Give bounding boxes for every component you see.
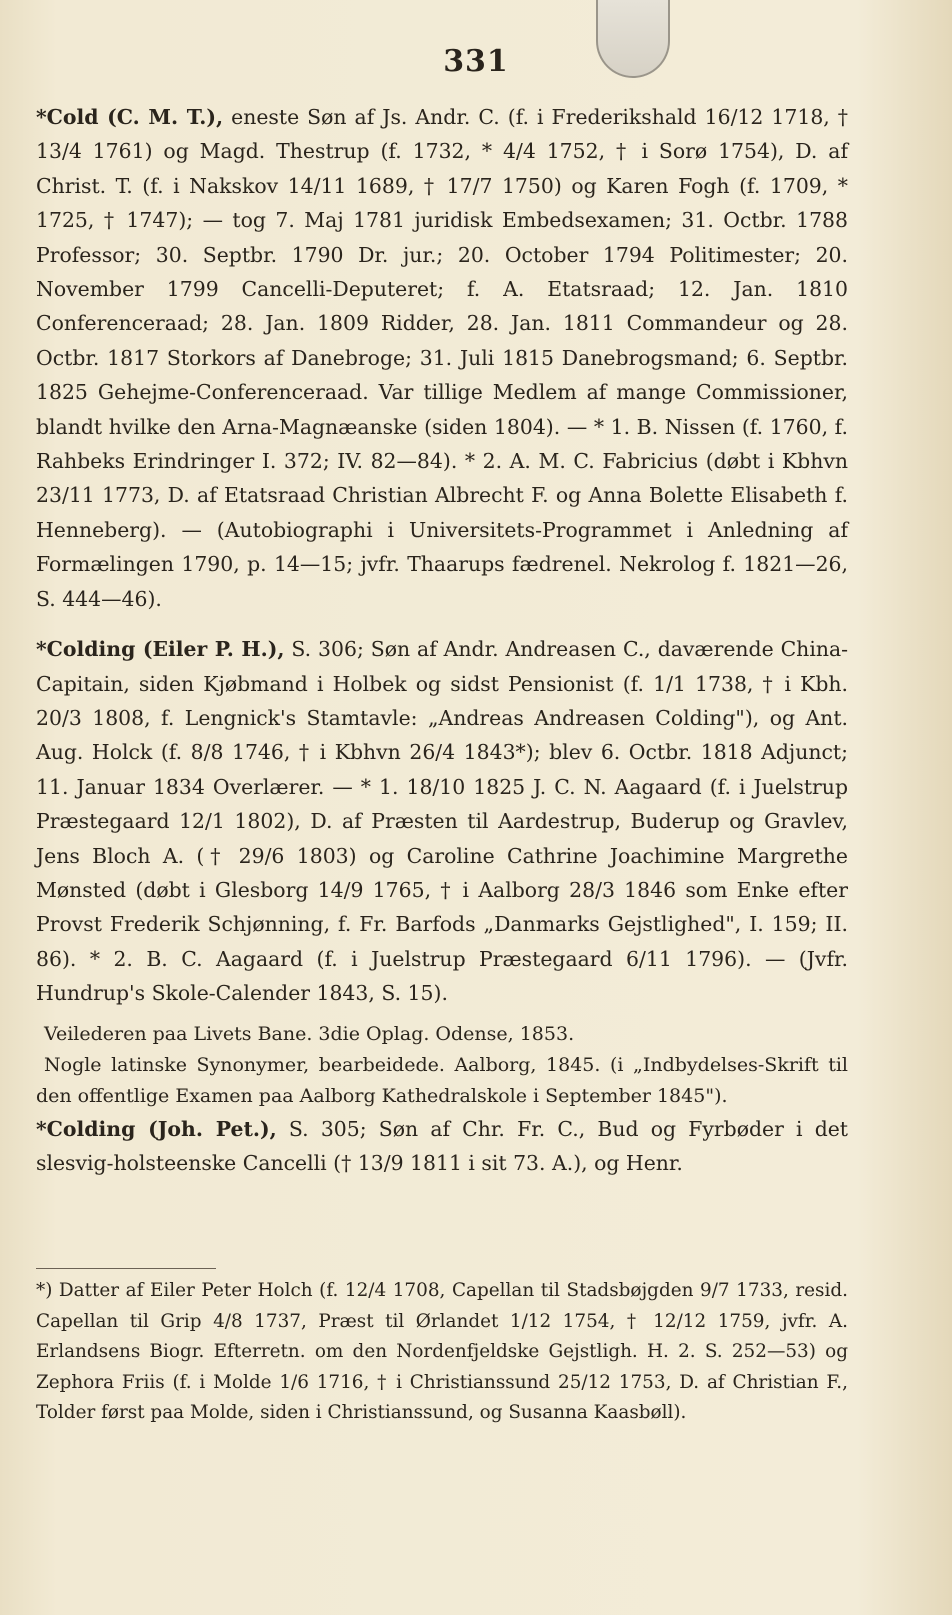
entry-colding-johan [36,1112,848,1181]
entry-head: *Colding (Joh. Pet.), [36,1116,277,1141]
entry-text: eneste Søn af Js. Andr. C. (f. i Frederikshald 16/12 1718, † 13/4 1761) og Magd. Thestrup (f. 1732, * 4/4 1752, † i Sorø 1754), D. af Christ. T. (f. i Nakskov 14/11 1689, † 17/7 1750) og Karen Fogh (f. 1709, * 1725, † 1747); — tog 7. Maj 1781 juridisk Embedsexamen; 31. Octbr. 1788 Professor; 30. Septbr. 1790 Dr. jur.; 20. October 1794 Politimester; 20. November 1799 Cancelli-Deputeret; f. A. Etatsraad; 12. Jan. 1810 Conferenceraad; 28. Jan. 1809 Ridder, 28. Jan. 1811 Commandeur og 28. Octbr. 1817 Storkors af Danebroge; 31. Juli 1815 Danebrogsmand; 6. Septbr. 1825 Gehejme-Conferenceraad. Var tillige Medlem af mange Commissioner, blandt hvilke den Arna-Magnæanske (siden 1804). — * 1. B. Nissen (f. 1760, f. Rahbeks Erindringer I. 372; IV. 82—84). * 2. A. M. C. Fabricius (døbt i Kbhvn 23/11 1773, D. af Etatsraad Christian Albrecht F. og Anna Bolette Elisabeth f. Henneberg). — (Autobiographi i Universitets-Programmet i Anledning af Formælingen 1790, p. 14—15; jvfr. Thaarups fædrenel. Nekrolog f. 1821—26, S. 444—46). [36,105,848,611]
entry-head: *Cold (C. M. T.), [36,105,224,129]
page-body [36,100,848,1180]
entry-text: S. 305; Søn af Chr. Fr. C., Bud og Fyrbøder i det slesvig-holsteenske Cancelli († 13/9 1811 i sit 73. A.), og Henr. [36,1116,849,1175]
entry-cold [36,100,848,616]
entry-colding-eiler [36,632,848,1010]
works-list [36,1019,848,1112]
entry-text: S. 306; Søn af Andr. Andreasen C., daværende China-Capitain, siden Kjøbmand i Holbek og sidst Pensionist (f. 1/1 1738, † i Kbh. 20/3 1808, f. Lengnick's Stamtavle: „Andreas Andreasen Colding"), og Ant. Aug. Holck (f. 8/8 1746, † i Kbhvn 26/4 1843*); blev 6. Octbr. 1818 Adjunct; 11. Januar 1834 Overlærer. — * 1. 18/10 1825 J. C. N. Aagaard (f. i Juelstrup Præstegaard 12/1 1802), D. af Præsten til Aardestrup, Buderup og Gravlev, Jens Bloch A. († 29/6 1803) og Caroline Cathrine Joachimine Margrethe Mønsted (døbt i Glesborg 14/9 1765, † i Aalborg 28/3 1846 som Enke efter Provst Frederik Schjønning, f. Fr. Barfods „Danmarks Gejstlighed", I. 159; II. 86). * 2. B. C. Aagaard (f. i Juelstrup Præstegaard 6/11 1796). — (Jvfr. Hundrup's Skole-Calender 1843, S. 15). [36,637,849,1006]
entry-head: *Colding (Eiler P. H.), [36,637,285,662]
footnote-divider [36,1268,216,1269]
page-number: 331 [443,44,509,79]
footnote: *) Datter af Eiler Peter Holch (f. 12/4 1708, Capellan til Stadsbøjgden 9/7 1733, resid. Capellan til Grip 4/8 1737, Præst til Ørlandet 1/12 1754, † 12/12 1759, jvfr. A. Erlandsens Biogr. Efterretn. om den Nordenfjeldske Gejstligh. H. 2. S. 252—53) og Zephora Friis (f. i Molde 1/6 1716, † i Christianssund 25/12 1753, D. af Christian F., Tolder først paa Molde, siden i Christianssund, og Susanna Kaasbøll). [36,1280,848,1424]
work-item: Veilederen paa Livets Bane. 3die Oplag. Odense, 1853. [44,1022,575,1045]
work-item: Nogle latinske Synonymer, bearbeidede. Aalborg, 1845. (i „Indbydelses-Skrift til den offentlige Examen paa Aalborg Kathedralskole i September 1845"). [36,1053,848,1107]
